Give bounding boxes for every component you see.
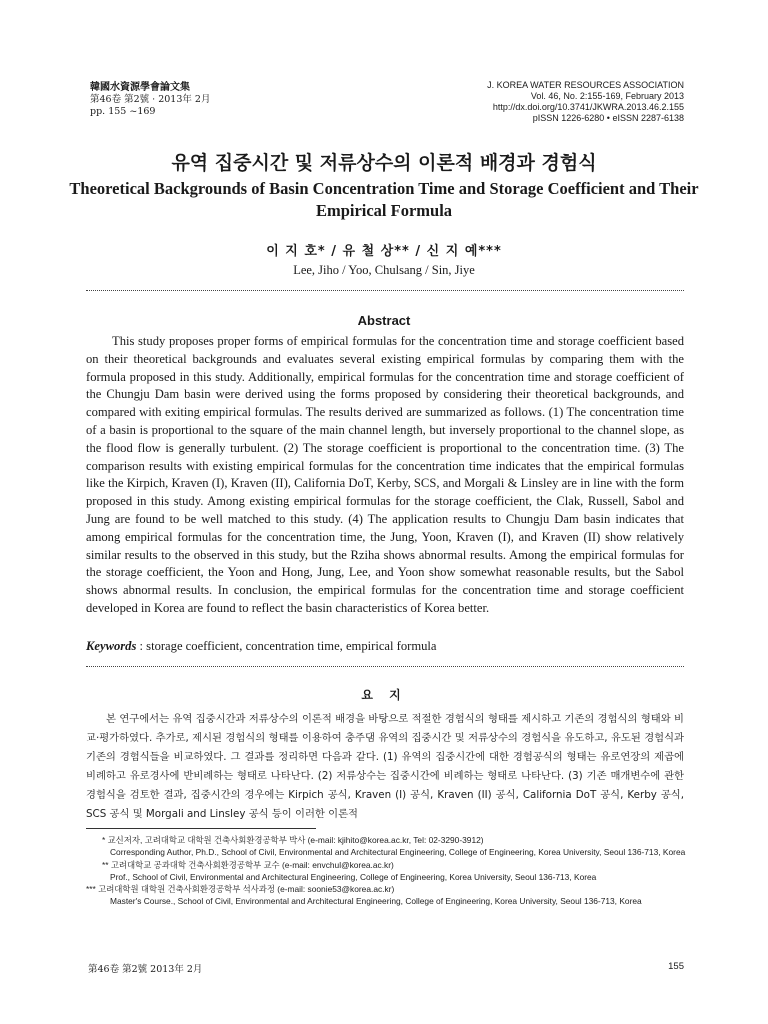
keywords-list: : storage coefficient, concentration time, empirical formula (136, 639, 437, 653)
issn: pISSN 1226-6280 • eISSN 2287-6138 (532, 113, 684, 123)
journal-header-left (90, 82, 210, 118)
footnote-2-english: Prof., School of Civil, Environmental and Architectural Engineering, College of Engineering, Korea University, Seoul 136-713, Korea (110, 871, 597, 882)
abstract-heading: Abstract (357, 313, 411, 328)
dotted-divider (86, 666, 684, 667)
page-range: pp. 155 ~169 (90, 106, 156, 117)
footnote-2: ** 고려대학교 공과대학 건축사회환경공학부 교수 (e-mail: envchul@korea.ac.kr) (102, 859, 394, 870)
keywords-label: Keywords (86, 639, 137, 653)
footnote-3-english: Master's Course., School of Civil, Environmental and Architectural Engineering, College of Engineering, Korea University, Seoul 136-713, Korea (110, 896, 642, 907)
keywords-line (86, 639, 684, 654)
korean-abstract-heading: 요 지 (361, 688, 407, 702)
association-name: J. KOREA WATER RESOURCES ASSOCIATION (487, 80, 684, 90)
abstract-text: This study proposes proper forms of empirical formulas for the concentration time and storage coefficient based on their theoretical backgrounds and evaluates several existing empirical formulas by comparing them with the formula proposed in this study. Additionally, empirical formulas for the concentration time and storage coefficient of the Chungju Dam basin were derived using the forms proposed by considering their theoretical backgrounds, and compared with exiting empirical formulas. The results derived are summarized as follows. (1) The concentration time of a basin is proportional to the square of the main channel length, but inversely proportional to the channel slope, as the flood flow is generally turbulent. (2) The storage coefficient is proportional to the concentration time. (3) The comparison results with existing empirical formulas for the concentration time indicates that the empirical formulas like the Kirpich, Kraven (I), Kraven (II), California DoT, Kerby, SCS, and Morgali & Linsley are in line with the form proposed in this study. Among existing empirical formulas for the storage coefficient, the Clak, Russell, Sabol and Jung are found to be well matched to this study. (4) The application results to Chungju Dam basin indicates that among empirical formulas for the concentration time, the Jung, Yoon, Kraven (I), and Kraven (II) show relatively similar results to the observed in this study, but the Rziha shows abnormal results. Among the empirical formulas for the storage coefficient, the Yoon and Hong, Jung, Lee, and Yoon show somewhat reasonable results, but the Sabol shows abnormal results. In conclusion, the empirical formulas for the concentration time and storage coefficient developed in Korea are found to reflect the basin characteristics of Korea better. (86, 334, 684, 615)
authors-korean: 이 지 호* / 유 철 상** / 신 지 예*** (266, 244, 502, 259)
title-english: Theoretical Backgrounds of Basin Concentration Time and Storage Coefficient and Their Empirical Formula (69, 179, 699, 220)
title-korean: 유역 집중시간 및 저류상수의 이론적 배경과 경험식 (171, 152, 597, 174)
volume-info: Vol. 46, No. 2:155-169, February 2013 (530, 91, 684, 101)
footnotes (86, 834, 688, 908)
footer-issue: 第46卷 第2號 2013年 2月 (88, 964, 203, 975)
doi-link[interactable]: http://dx.doi.org/10.3741/JKWRA.2013.46.2.155 (492, 102, 684, 112)
journal-name: 韓國水資源學會論文集 (90, 82, 190, 93)
journal-header-right (487, 80, 684, 124)
footnote-1-english: Corresponding Author, Ph.D., School of Civil, Environmental and Architectural Engineering, College of Engineering, Korea University, Seoul 136-713, Korea (110, 847, 686, 858)
dotted-divider (86, 290, 684, 291)
volume-issue: 第46卷 第2號 · 2013年 2月 (90, 94, 211, 105)
korean-abstract-text: 본 연구에서는 유역 집중시간과 저류상수의 이론적 배경을 바탕으로 적절한 경험식의 형태를 제시하고 기존의 경험식의 형태와 비교·평가하였다. 추가로, 제시된 경험식의 형태를 이용하여 충주댐 유역의 집중시간 및 저류상수의 경험식을 유도하고, 유도된 경험식과 기존의 경험식들을 비교하였다. 그 결과를 정리하면 다음과 같다. (1) 유역의 집중시간에 대한 경험공식의 형태는 유로연장의 제곱에 비례하고 유로경사에 반비례하는 형태로 나타난다. (2) 저류상수는 집중시간에 비례하는 형태로 나타난다. (3) 기존 매개변수에 관한 경험식을 검토한 결과, 집중시간의 경우에는 Kirpich 공식, Kraven (I) 공식, Kraven (II) 공식, California DoT 공식, Kerby 공식, SCS 공식 및 Morgali and Linsley 공식 등이 이러한 이론적 (86, 713, 684, 820)
page-number: 155 (668, 961, 684, 972)
authors-english: Lee, Jiho / Yoo, Chulsang / Sin, Jiye (293, 263, 475, 277)
footnote-3: *** 고려대학원 대학원 건축사회환경공학부 석사과정 (e-mail: soonie53@korea.ac.kr) (86, 884, 395, 895)
footnote-rule (86, 828, 316, 829)
footnote-1: * 교신저자, 고려대학교 대학원 건축사회환경공학부 박사 (e-mail: kjihito@korea.ac.kr, Tel: 02-3290-3912) (102, 835, 484, 845)
